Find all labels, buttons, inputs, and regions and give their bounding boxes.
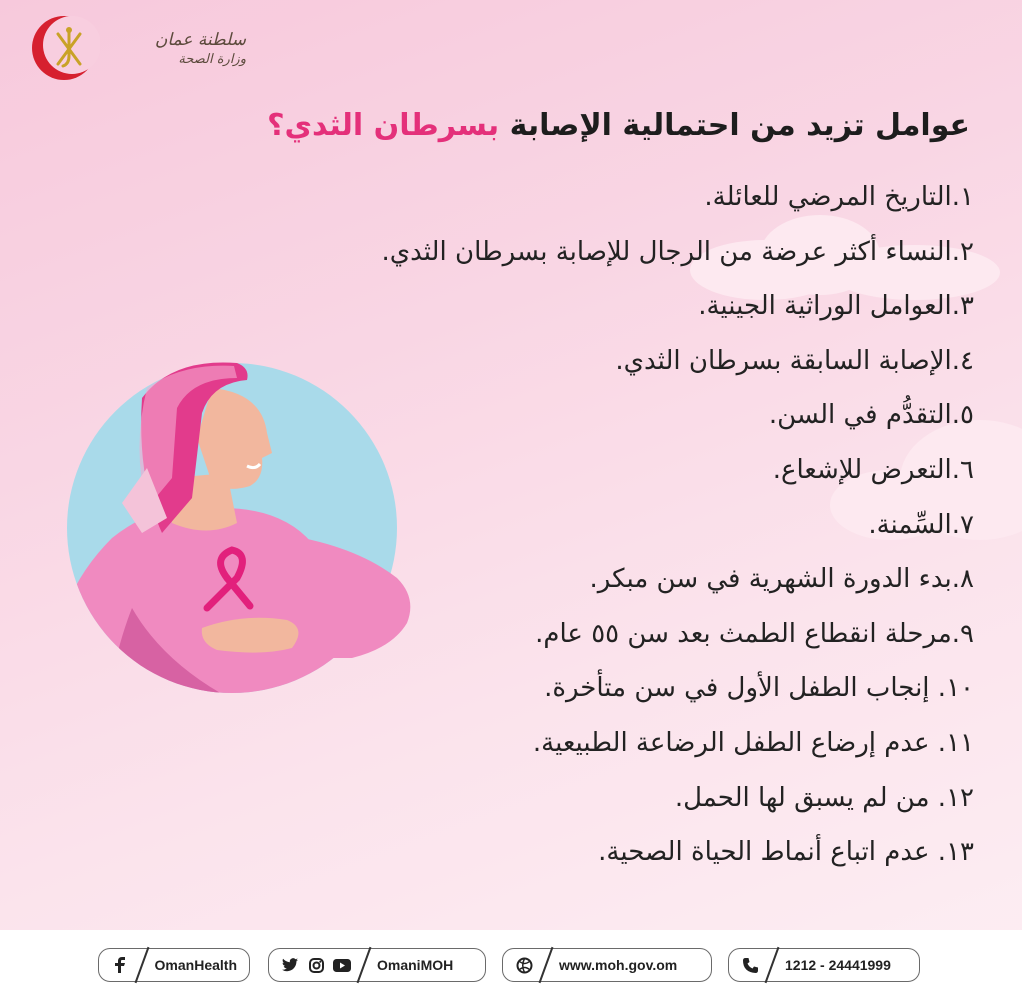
ministry-logo — [28, 10, 246, 85]
facebook-handle: OmanHealth — [154, 957, 237, 973]
social-handle: OmaniMOH — [377, 957, 454, 973]
phone-icon — [741, 956, 759, 974]
youtube-icon — [333, 956, 351, 974]
phone-number: 1212 - 24441999 — [785, 957, 891, 973]
list-item: ١٠. إنجاب الطفل الأول في سن متأخرة. — [544, 673, 974, 704]
website-url: www.moh.gov.om — [559, 957, 678, 973]
page-title — [50, 104, 970, 148]
list-item: ٦.التعرض للإشعاع. — [772, 454, 974, 485]
globe-icon — [515, 956, 533, 974]
twitter-icon — [281, 956, 299, 974]
logo-line-ministry: وزارة الصحة — [178, 52, 246, 67]
list-item: ٢.النساء أكثر عرضة من الرجال للإصابة بسرطان الثدي. — [381, 236, 974, 267]
divider-slash — [134, 947, 149, 983]
title-highlight: بسرطان الثدي؟ — [267, 108, 500, 143]
divider-slash — [357, 947, 372, 983]
logo-text — [126, 30, 246, 67]
list-item: ٩.مرحلة انقطاع الطمث بعد سن ٥٥ عام. — [535, 618, 974, 649]
phone-link[interactable] — [728, 948, 920, 982]
list-item: ٧.السِّمنة. — [868, 509, 974, 540]
divider-slash — [765, 947, 780, 983]
woman-illustration — [22, 358, 442, 738]
logo-line-sultanate: سلطنة عمان — [154, 30, 246, 50]
list-item: ٨.بدء الدورة الشهرية في سن مبكر. — [589, 564, 974, 595]
list-item: ١٢. من لم يسبق لها الحمل. — [674, 782, 974, 813]
list-item: ٥.التقدُّم في السن. — [768, 400, 974, 431]
title-main: عوامل تزيد من احتمالية الإصابة — [509, 108, 970, 143]
list-item: ١.التاريخ المرضي للعائلة. — [704, 182, 974, 212]
list-item: ١١. عدم إرضاع الطفل الرضاعة الطبيعية. — [532, 727, 974, 758]
list-item: ٤.الإصابة السابقة بسرطان الثدي. — [615, 345, 974, 376]
facebook-icon — [111, 956, 129, 974]
website-link[interactable] — [502, 948, 712, 982]
divider-slash — [539, 947, 554, 983]
social-links[interactable] — [268, 948, 486, 982]
oman-crescent-emblem-icon — [28, 12, 100, 84]
list-item: ٣.العوامل الوراثية الجينية. — [698, 291, 974, 322]
instagram-icon — [307, 956, 325, 974]
list-item: ١٣. عدم اتباع أنماط الحياة الصحية. — [598, 837, 974, 868]
facebook-link[interactable] — [98, 948, 250, 982]
